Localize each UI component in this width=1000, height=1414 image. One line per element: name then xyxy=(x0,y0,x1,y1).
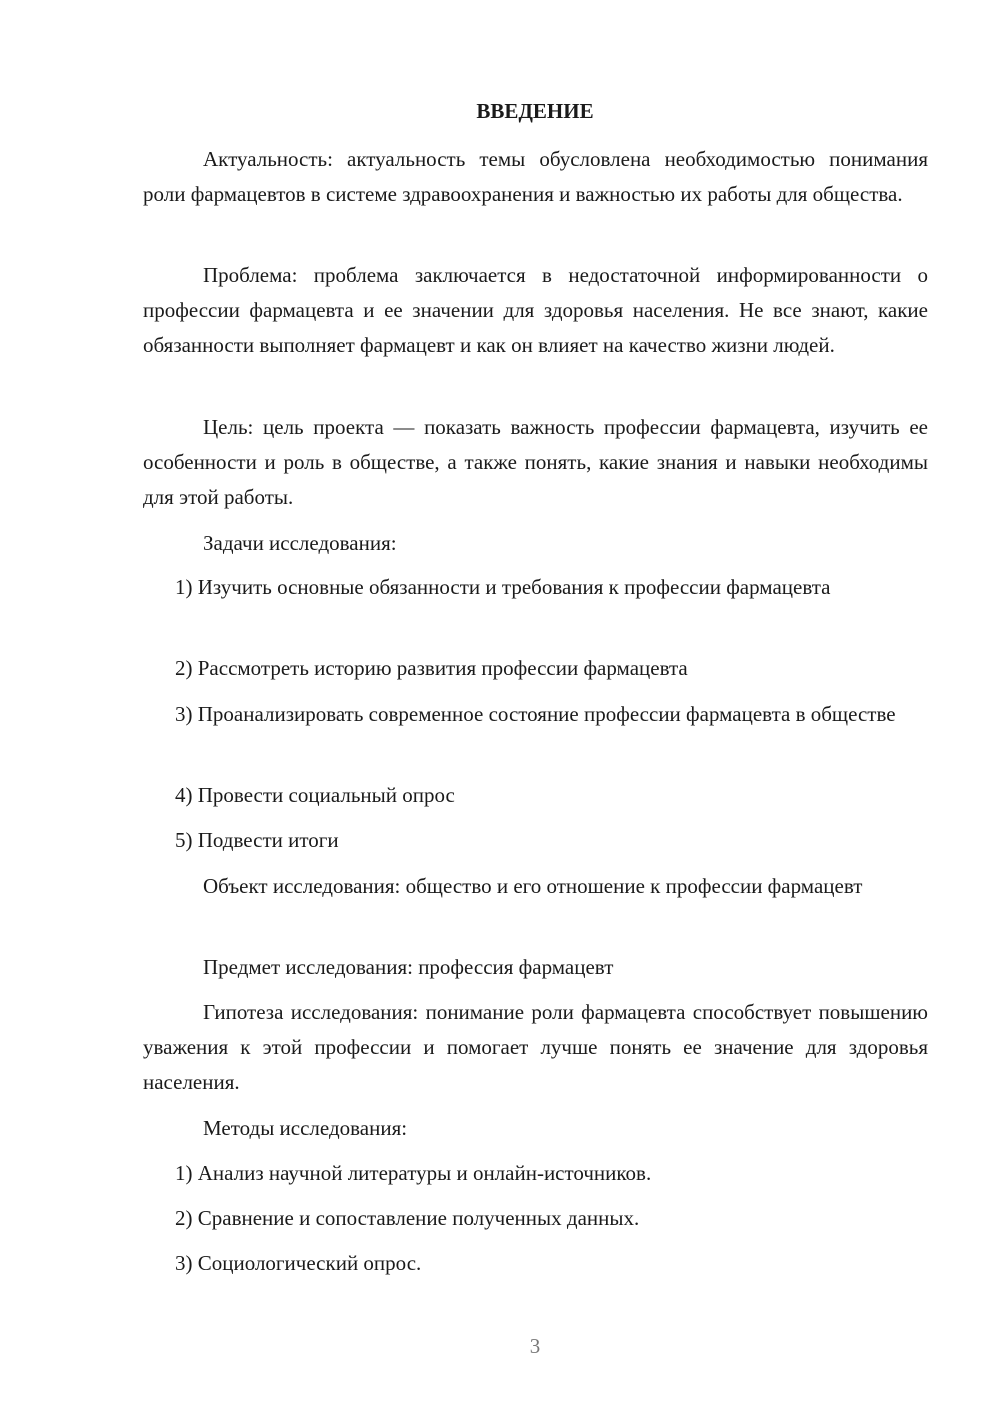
list-item-method-2: 2) Сравнение и сопоставление полученных данных. xyxy=(175,1206,640,1230)
list-item-task-1: 1) Изучить основные обязанности и требования к профессии фармацевта xyxy=(175,575,831,599)
paragraph-methods-heading: Методы исследования: xyxy=(203,1116,408,1140)
list-item-task-4: 4) Провести социальный опрос xyxy=(175,783,455,807)
paragraph-object: Объект исследования: общество и его отношение к профессии фармацевт xyxy=(203,874,863,898)
page-title: ВВЕДЕНИЕ xyxy=(476,99,594,123)
paragraph-subject: Предмет исследования: профессия фармацевт xyxy=(203,955,614,979)
page-number: 3 xyxy=(529,1334,541,1358)
paragraph-problem: Проблема: проблема заключается в недостаточной информированности о профессии фармацевта и ее значении для здоровья населения. Не все знают, какие обязанности выполняет фармацевт и как он влияет на качество жизни людей. xyxy=(143,263,928,357)
paragraph-goal: Цель: цель проекта — показать важность профессии фармацевта, изучить ее особенности и роль в обществе, а также понять, какие знания и навыки необходимы для этой работы. xyxy=(143,415,928,509)
list-item-task-2: 2) Рассмотреть историю развития профессии фармацевта xyxy=(175,656,688,680)
paragraph-tasks-heading: Задачи исследования: xyxy=(203,531,397,555)
list-item-task-5: 5) Подвести итоги xyxy=(175,828,339,852)
list-item-method-3: 3) Социологический опрос. xyxy=(175,1251,422,1275)
paragraph-hypothesis: Гипотеза исследования: понимание роли фармацевта способствует повышению уважения к этой профессии и помогает лучше понять ее значение для здоровья населения. xyxy=(143,1000,928,1094)
paragraph-relevance: Актуальность: актуальность темы обусловлена необходимостью понимания роли фармацевтов в системе здравоохранения и важностью их работы для общества. xyxy=(143,147,928,206)
list-item-task-3: 3) Проанализировать современное состояние профессии фармацевта в обществе xyxy=(175,702,896,726)
list-item-method-1: 1) Анализ научной литературы и онлайн-источников. xyxy=(175,1161,652,1185)
